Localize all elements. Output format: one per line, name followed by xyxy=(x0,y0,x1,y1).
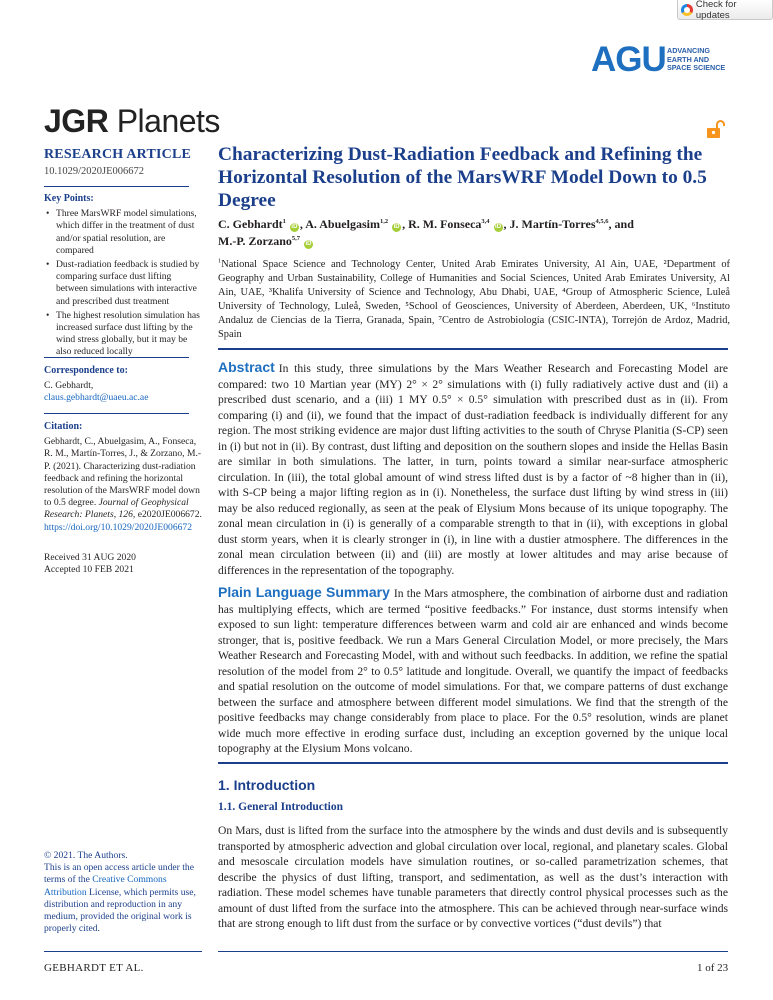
divider xyxy=(44,357,189,358)
correspondence-name: C. Gebhardt, xyxy=(44,380,94,392)
author-separator: , and xyxy=(608,217,634,231)
check-updates-label: Check for updates xyxy=(695,0,737,21)
citation-body: Gebhardt, C., Abuelgasim, A., Fonseca, R. M., Martín-Torres, J., & Zorzano, M.-P. (2021). Characterizing dust-radiation feedback and refining the horizontal resolution of the MarsWRF model down to 0.5 degree. xyxy=(44,436,202,509)
citation xyxy=(44,421,202,534)
citation-id: e2020JE006672. xyxy=(137,509,202,521)
received-date: Received 31 AUG 2020 xyxy=(44,552,136,563)
cc-license-link[interactable]: Creative Commons Attribution xyxy=(44,874,167,898)
journal-name xyxy=(44,102,220,140)
journal-name-bold: JGR xyxy=(44,103,109,139)
divider xyxy=(44,186,189,187)
abstract-heading: Abstract xyxy=(218,359,275,375)
article-dates xyxy=(44,552,202,576)
author-name[interactable]: C. Gebhardt xyxy=(218,217,283,231)
affiliations xyxy=(218,258,730,342)
key-point: • Dust-radiation feedback is studied by comparing surface dust lifting between simulations with interactive and prescribed dust treatment xyxy=(44,259,202,308)
footer-authors: GEBHARDT ET AL. xyxy=(44,962,144,974)
license-text-b: License, which permits use, distribution and reproduction in any medium, provided the original work is properly cited. xyxy=(44,886,196,935)
citation-heading: Citation: xyxy=(44,421,83,432)
key-points-heading: Key Points: xyxy=(44,193,94,204)
agu-tagline xyxy=(667,47,725,73)
author-name[interactable]: J. Martín-Torres xyxy=(509,217,596,231)
plain-language-summary xyxy=(218,585,728,757)
open-access-lock-icon xyxy=(706,119,726,139)
orcid-icon[interactable]: iD xyxy=(495,224,502,230)
key-points xyxy=(44,193,202,361)
page-number: 1 of 23 xyxy=(697,962,729,974)
author-name[interactable]: R. M. Fonseca xyxy=(408,217,482,231)
license-text xyxy=(44,862,202,935)
key-point: • The highest resolution simulation has increased surface dust lifting by the wind stress globally, but it may be also reduced locally xyxy=(44,310,202,359)
footer-divider xyxy=(44,951,202,952)
author-list xyxy=(218,216,730,250)
article-title: Characterizing Dust-Radiation Feedback and Refining the Horizontal Resolution of the MarsWRF Model Down to 0.5 Degree xyxy=(218,144,707,211)
citation-journal: Journal of Geophysical Research: Planets, 126, xyxy=(44,497,189,521)
affiliation-sup: 1 xyxy=(218,257,222,265)
author-name[interactable]: M.-P. Zorzano xyxy=(218,234,292,248)
agu-tagline-line: EARTH AND xyxy=(667,54,710,64)
agu-logo[interactable] xyxy=(591,41,731,81)
orcid-icon[interactable]: iD xyxy=(291,224,298,230)
footer-divider xyxy=(218,951,728,952)
author-separator: , xyxy=(299,217,306,231)
correspondence-email[interactable]: claus.gebhardt@uaeu.ac.ae xyxy=(44,392,149,404)
author-affil-sup: 5,7 xyxy=(291,235,301,242)
copyright xyxy=(44,850,202,935)
check-for-updates-button[interactable] xyxy=(677,0,773,20)
subsection-heading: 1.1. General Introduction xyxy=(218,801,344,813)
journal-name-rest: Planets xyxy=(108,103,220,139)
agu-logo-text: AGU xyxy=(591,40,666,79)
correspondence xyxy=(44,365,202,405)
article-doi[interactable]: 10.1029/2020JE006672 xyxy=(44,166,145,177)
author-name[interactable]: A. Abuelgasim xyxy=(305,217,380,231)
license-text-a: This is an open access article under the terms of the xyxy=(44,862,194,886)
author-separator: , xyxy=(402,217,409,231)
citation-doi-link[interactable]: https://doi.org/10.1029/2020JE006672 xyxy=(44,521,193,533)
author-separator: , xyxy=(503,217,510,231)
article-type: RESEARCH ARTICLE xyxy=(44,147,192,162)
intro-paragraph: On Mars, dust is lifted from the surface into the atmosphere by the winds and dust devils and is subsequently transported by atmospheric advection and global circulation over local, regional, and planetary scales. Global and mesoscale circulation models have simulation routines, or so-called parametrization schemes, that describe the physics of dust lifting, transport, and sedimentation, as well as the dust’s interaction with radiation. These model schemes have tunable parameters that directly control physical processes such as the amount of dust lifted from the surface into the atmosphere. This can be achieved through near-surface winds that are strong enough to lift dust from the surface or by convective vortices (“dust devils”) that xyxy=(218,824,728,930)
section-divider xyxy=(218,348,728,350)
author-affil-sup: 1 xyxy=(282,218,286,225)
section-heading: 1. Introduction xyxy=(218,777,316,793)
agu-tagline-line: ADVANCING xyxy=(667,46,710,55)
pls-heading: Plain Language Summary xyxy=(218,584,390,600)
agu-tagline-line: SPACE SCIENCE xyxy=(667,63,726,72)
accepted-date: Accepted 10 FEB 2021 xyxy=(44,564,134,576)
divider xyxy=(44,413,189,414)
orcid-icon[interactable]: iD xyxy=(393,224,400,230)
orcid-icon[interactable]: iD xyxy=(305,241,312,247)
section-divider xyxy=(218,762,728,764)
author-affil-sup: 3,4 xyxy=(481,218,490,225)
abstract-text: In this study, three simulations by the Mars Weather Research and Forecasting Model are compared: two 10 Martian year (MY) 2° × 2° simulations with (i) fully radiatively active dust and (ii) a prescribed dust scenario, and a (iii) 1 MY 0.5° × 0.5° simulation with prescribed dust as in (ii). From comparing (i) and (ii), we found that the impact of dust-radiation feedback is individually different for any region. The most striking evidence are major dust lifting activities to the south of Chryse Planitia (S-CP) seen in (i) but not in (ii). By contrast, dust lifting and deposition on the southern slopes and inside the Hellas Basin are similar in both simulations. The latter, in turn, points toward a similar near-surface atmospheric circulation. In (iii), the total global amount of wind stress lifted dust is by a factor of ~8 higher than in (ii), with S-CP being a major lifting region as in (i). Nonetheless, the surface dust lifting by wind stress in (iii) may be also reduced regionally, as seen at the peak of Elysium Mons because of its unique topography. The zonal mean circulation in (i) is generally of a comparable strength to that in (ii), with exceptions in global dust storm years, when it is clearly stronger in (i), in line with a dustier atmosphere. The differences in the zonal mean circulation between (ii) and (iii) are mostly at lower altitudes and may arise because of differences in the representation of the topography. xyxy=(218,362,728,577)
author-affil-sup: 4,5,6 xyxy=(595,218,609,225)
correspondence-heading: Correspondence to: xyxy=(44,365,128,376)
key-point: • Three MarsWRF model simulations, which differ in the treatment of dust and/or spatial resolution, are compared xyxy=(44,208,202,257)
author-affil-sup: 1,2 xyxy=(379,218,389,225)
pls-text: In the Mars atmosphere, the combination of airborne dust and radiation has multiplying effects, which are termed “positive feedbacks.” For instance, dust storms intensify when exposed to sun light: temperature differences between warm and cold air are enhanced and winds become stronger, that is, positive feedback. We run a Mars General Circulation Model, or more precisely, the Mars Weather Research and Forecasting Model, with and without such feedbacks. In addition, we refine the spatial resolution of the model from 2° to 0.5° latitude and longitude. Overall, we quantify the impact of feedbacks and spatial resolution on the outcome of model simulations. For that, we compare patterns of dust exchange between the surface and atmosphere between different model simulations. We find that the strength of the positive feedbacks may change considerably from place to place. For the 0.5° resolution, winds are planet wide much more effective in eroding surface dust, including an exception governed by the unique local topography at the Elysium Mons volcano. xyxy=(218,587,728,755)
check-updates-icon xyxy=(681,4,693,16)
copyright-line: © 2021. The Authors. xyxy=(44,850,128,861)
affiliations-text: National Space Science and Technology Center, United Arab Emirates University, Al Ain, UAE, ²Department of Geography and Urban Sustainability, College of Humanities and Social Sciences, United Arab Emirates University, Al Ain, UAE, ³Khalifa University of Science and Technology, Abu Dhabi, UAE, ⁴Group of Atmospheric Science, Luleå University of Technology, Luleå, Sweden, ⁵School of Geosciences, University of Aberdeen, Aberdeen, UK, ⁶Instituto Andaluz de Ciencias de la Tierra, Granada, Spain, ⁷Centro de Astrobiología (CSIC-INTA), Torrejón de Ardoz, Madrid, Spain xyxy=(218,259,730,340)
citation-text xyxy=(44,436,202,534)
abstract xyxy=(218,360,728,578)
